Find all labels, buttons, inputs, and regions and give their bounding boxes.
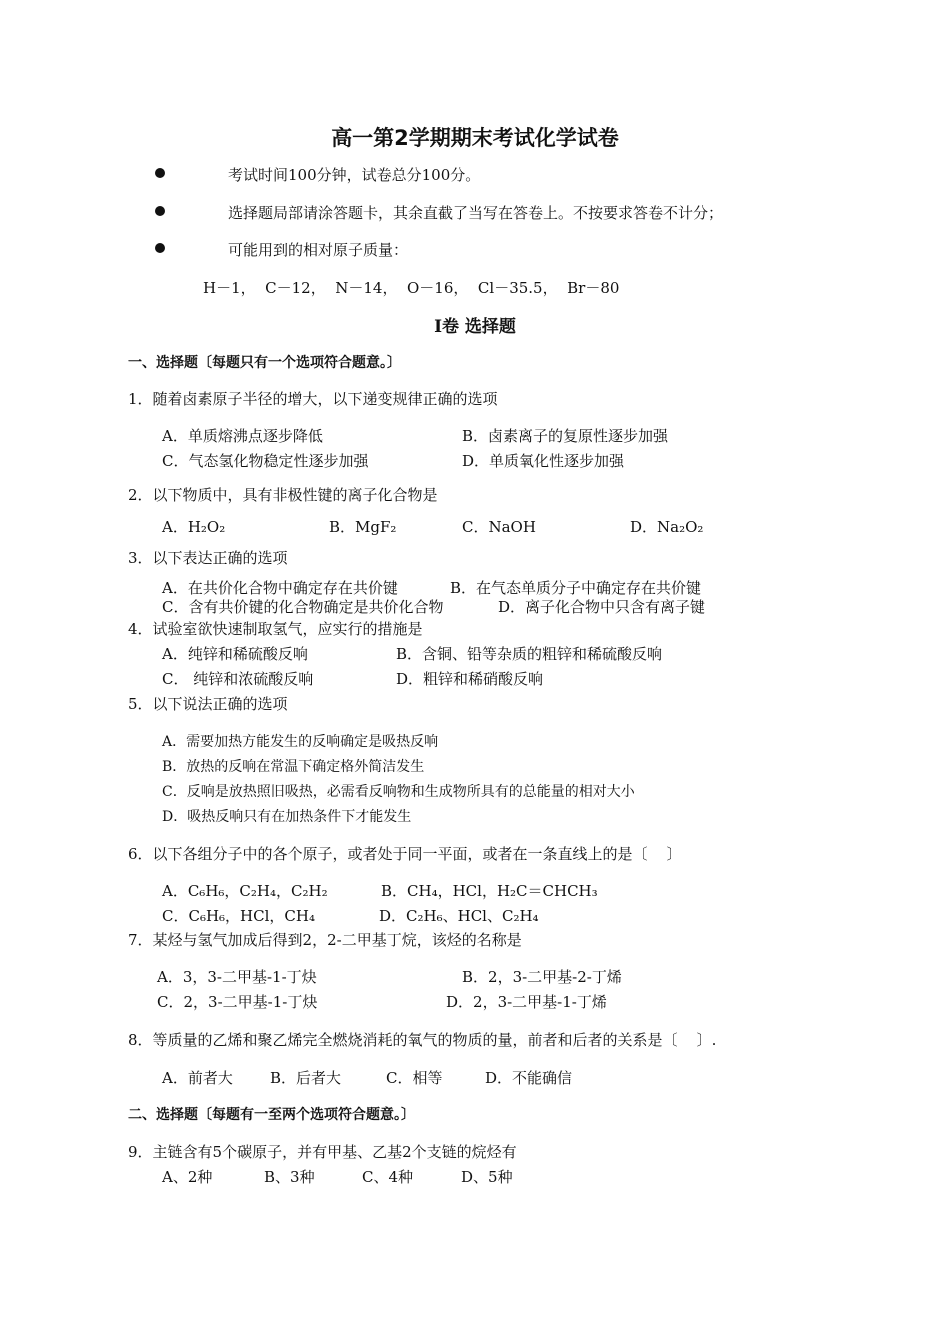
section-title: I卷 选择题 <box>434 317 516 337</box>
question-2-option-a: A．H₂O₂ <box>162 518 226 536</box>
question-2-stem: 2．以下物质中，具有非极性键的离子化合物是 <box>128 486 438 504</box>
bullet-icon <box>155 243 165 253</box>
question-4-stem: 4．试验室欲快速制取氢气，应实行的措施是 <box>128 620 423 638</box>
question-3-option-b: B．在气态单质分子中确定存在共价键 <box>450 579 702 597</box>
question-5-option-b: B．放热的反响在常温下确定格外简洁发生 <box>162 759 425 775</box>
question-6-option-c: C．C₆H₆，HCl，CH₄ <box>162 907 315 925</box>
question-9-stem: 9．主链含有5个碳原子，并有甲基、乙基2个支链的烷烃有 <box>128 1143 517 1161</box>
exam-note-3: 可能用到的相对原子质量： <box>228 241 409 259</box>
bullet-icon <box>155 168 165 178</box>
question-8-option-c: C．相等 <box>386 1069 443 1087</box>
question-7-option-c: C．2，3-二甲基-1-丁炔 <box>157 993 318 1011</box>
question-5-option-c: C．反响是放热照旧吸热，必需看反响物和生成物所具有的总能量的相对大小 <box>162 784 635 800</box>
question-6-option-a: A．C₆H₆，C₂H₄，C₂H₂ <box>162 882 328 900</box>
page-title: 高一第2学期期末考试化学试卷 <box>331 126 619 150</box>
question-2-option-d: D．Na₂O₂ <box>630 518 704 536</box>
question-4-option-d: D．粗锌和稀硝酸反响 <box>396 670 544 688</box>
question-7-option-d: D．2，3-二甲基-1-丁烯 <box>446 993 607 1011</box>
question-7-option-a: A．3，3-二甲基-1-丁炔 <box>157 968 317 986</box>
question-3-stem: 3．以下表达正确的选项 <box>128 549 288 567</box>
question-9-option-b: B、3种 <box>264 1168 315 1186</box>
question-1-option-a: A．单质熔沸点逐步降低 <box>162 427 323 445</box>
bullet-icon <box>155 206 165 216</box>
exam-note-1: 考试时间100分钟，试卷总分100分。 <box>228 166 481 184</box>
question-5-option-d: D．吸热反响只有在加热条件下才能发生 <box>162 809 412 825</box>
question-7-stem: 7．某烃与氢气加成后得到2，2-二甲基丁烷，该烃的名称是 <box>128 931 522 949</box>
question-1-option-d: D．单质氧化性逐步加强 <box>462 452 625 470</box>
part1-title: 一、选择题〔每题只有一个选项符合题意。〕 <box>128 355 401 371</box>
question-1-option-b: B．卤素离子的复原性逐步加强 <box>462 427 669 445</box>
question-5-option-a: A．需要加热方能发生的反响确定是吸热反响 <box>162 734 439 750</box>
question-3-option-d: D．离子化合物中只含有离子键 <box>498 598 706 616</box>
question-2-option-c: C．NaOH <box>462 518 536 536</box>
question-4-option-a: A．纯锌和稀硫酸反响 <box>162 645 308 663</box>
question-6-option-b: B．CH₄，HCl，H₂C＝CHCH₃ <box>381 882 598 900</box>
question-8-option-b: B．后者大 <box>270 1069 342 1087</box>
question-5-stem: 5．以下说法正确的选项 <box>128 695 288 713</box>
question-9-option-c: C、4种 <box>362 1168 414 1186</box>
question-4-option-c: C． 纯锌和浓硫酸反响 <box>162 670 314 688</box>
question-9-option-a: A、2种 <box>162 1168 213 1186</box>
exam-note-2: 选择题局部请涂答题卡，其余直截了当写在答卷上。不按要求答卷不计分； <box>228 204 724 222</box>
part2-title: 二、选择题〔每题有一至两个选项符合题意。〕 <box>128 1107 415 1123</box>
question-4-option-b: B．含铜、铅等杂质的粗锌和稀硫酸反响 <box>396 645 663 663</box>
question-1-stem: 1．随着卤素原子半径的增大，以下递变规律正确的选项 <box>128 390 498 408</box>
question-8-stem: 8．等质量的乙烯和聚乙烯完全燃烧消耗的氧气的物质的量，前者和后者的关系是〔 〕. <box>128 1031 717 1049</box>
question-1-option-c: C．气态氢化物稳定性逐步加强 <box>162 452 369 470</box>
question-8-option-a: A．前者大 <box>162 1069 233 1087</box>
question-6-stem: 6．以下各组分子中的各个原子，或者处于同一平面，或者在一条直线上的是〔 〕 <box>128 845 682 863</box>
question-8-option-d: D．不能确信 <box>485 1069 573 1087</box>
atomic-masses: H－1， C－12， N－14， O－16， Cl－35.5， Br－80 <box>203 279 620 297</box>
question-6-option-d: D．C₂H₆、HCl、C₂H₄ <box>379 907 539 925</box>
question-9-option-d: D、5种 <box>461 1168 513 1186</box>
question-3-option-a: A．在共价化合物中确定存在共价键 <box>162 579 398 597</box>
question-7-option-b: B．2，3-二甲基-2-丁烯 <box>462 968 622 986</box>
question-2-option-b: B．MgF₂ <box>329 518 397 536</box>
question-3-option-c: C．含有共价键的化合物确定是共价化合物 <box>162 598 444 616</box>
